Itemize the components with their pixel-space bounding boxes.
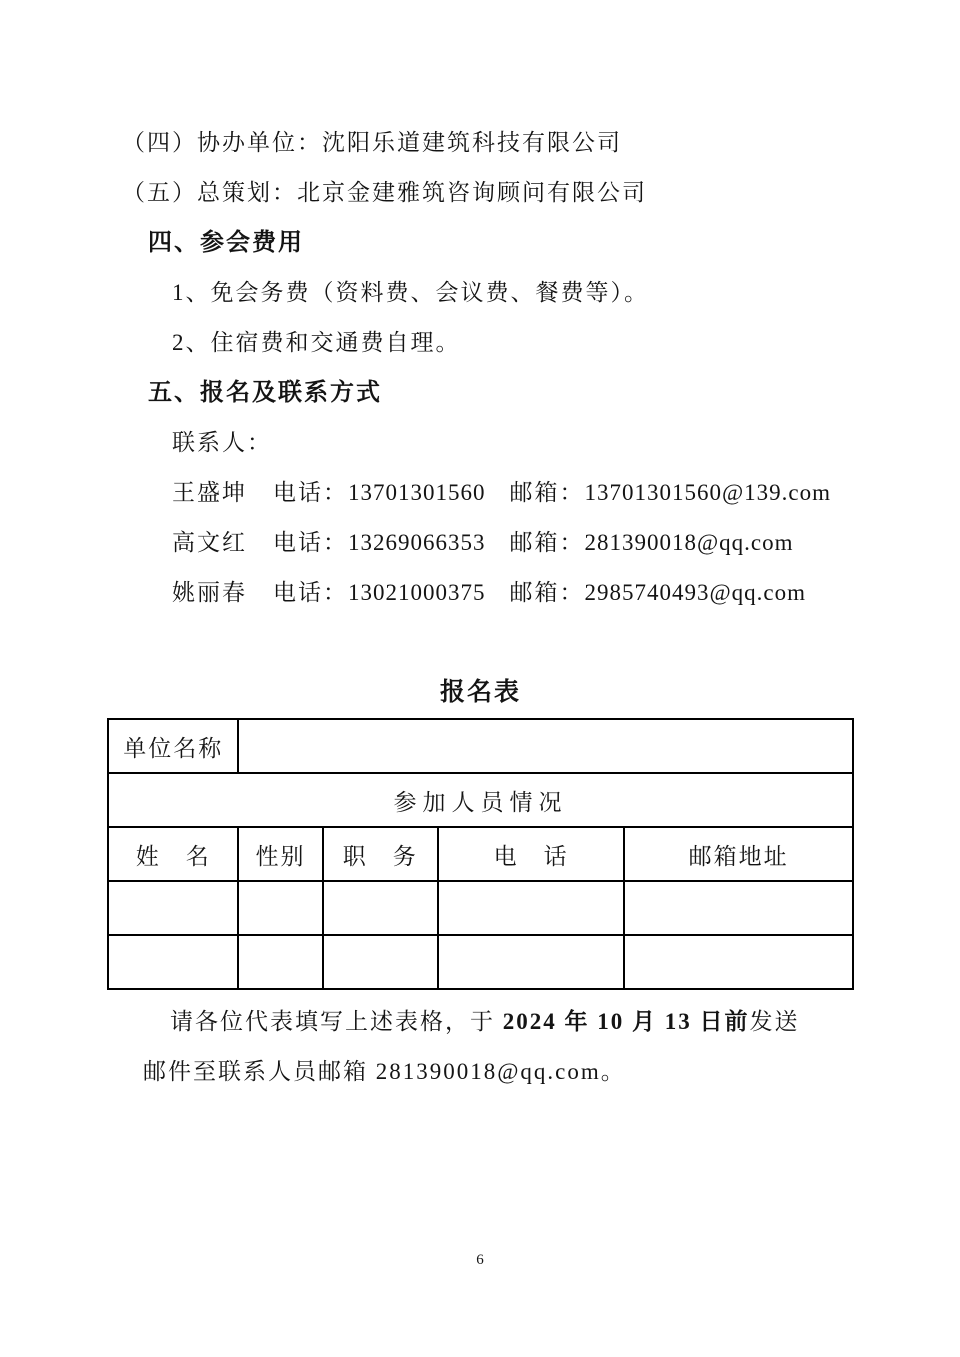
empty-cell (108, 881, 238, 935)
phone-label: 电话： (273, 530, 348, 555)
empty-cell (624, 935, 853, 989)
contact-email: 13701301560@139.com (584, 480, 832, 505)
empty-cell (438, 935, 624, 989)
empty-cell (108, 935, 238, 989)
phone-label: 电话： (273, 580, 348, 605)
empty-data-row (108, 881, 853, 935)
col-header-phone: 电 话 (438, 827, 624, 881)
empty-cell (438, 881, 624, 935)
empty-cell (624, 881, 853, 935)
contact-name: 王盛坤 (172, 480, 247, 505)
closing-text: 请各位代表填写上述表格，于 (170, 1009, 503, 1034)
contact-label: 联系人： (172, 430, 272, 455)
col-header-email: 邮箱地址 (624, 827, 853, 881)
empty-data-row (108, 935, 853, 989)
group-header-row (108, 773, 853, 827)
document-content (107, 118, 854, 1097)
co-organizer-line: （四）协办单位：沈阳乐道建筑科技有限公司 (122, 130, 622, 155)
contact-email: 281390018@qq.com (584, 530, 794, 555)
unit-name-label-cell: 单位名称 (108, 719, 238, 773)
contact-phone: 13701301560 (348, 480, 486, 505)
contact-email: 2985740493@qq.com (584, 580, 807, 605)
contact-name: 高文红 (172, 530, 247, 555)
email-label: 邮箱： (509, 530, 585, 555)
email-label: 邮箱： (509, 480, 585, 505)
form-title: 报名表 (439, 679, 521, 706)
contact-line (172, 468, 854, 518)
section-heading-fees: 四、参会费用 (148, 230, 304, 256)
email-label: 邮箱： (509, 580, 585, 605)
fee-item-2: 2、住宿费和交通费自理。 (172, 330, 461, 355)
contact-name: 姚丽春 (172, 580, 247, 605)
page-number: 6 (476, 1252, 484, 1268)
chief-planner-line: （五）总策划：北京金建雅筑咨询顾问有限公司 (122, 180, 647, 205)
contact-phone: 13269066353 (348, 530, 486, 555)
empty-cell (323, 881, 438, 935)
closing-text: 发送 (749, 1009, 800, 1034)
unit-name-value-cell (238, 719, 853, 773)
empty-cell (323, 935, 438, 989)
col-header-name: 姓 名 (108, 827, 238, 881)
closing-deadline: 2024 年 10 月 13 日前 (502, 1009, 750, 1034)
empty-cell (238, 935, 322, 989)
col-header-position: 职 务 (323, 827, 438, 881)
phone-label: 电话： (273, 480, 348, 505)
contact-line (172, 518, 854, 568)
col-header-gender: 性别 (238, 827, 322, 881)
group-header-cell: 参加人员情况 (108, 773, 853, 827)
closing-line-1 (170, 997, 854, 1047)
registration-table (107, 718, 854, 990)
section-heading-registration: 五、报名及联系方式 (148, 380, 382, 406)
fee-item-1: 1、免会务费（资料费、会议费、餐费等）。 (172, 280, 649, 305)
column-header-row (108, 827, 853, 881)
unit-name-row (108, 719, 853, 773)
closing-line-2: 邮件至联系人员邮箱 281390018@qq.com。 (143, 1059, 626, 1084)
contact-phone: 13021000375 (348, 580, 486, 605)
empty-cell (238, 881, 322, 935)
contact-line (172, 568, 854, 618)
